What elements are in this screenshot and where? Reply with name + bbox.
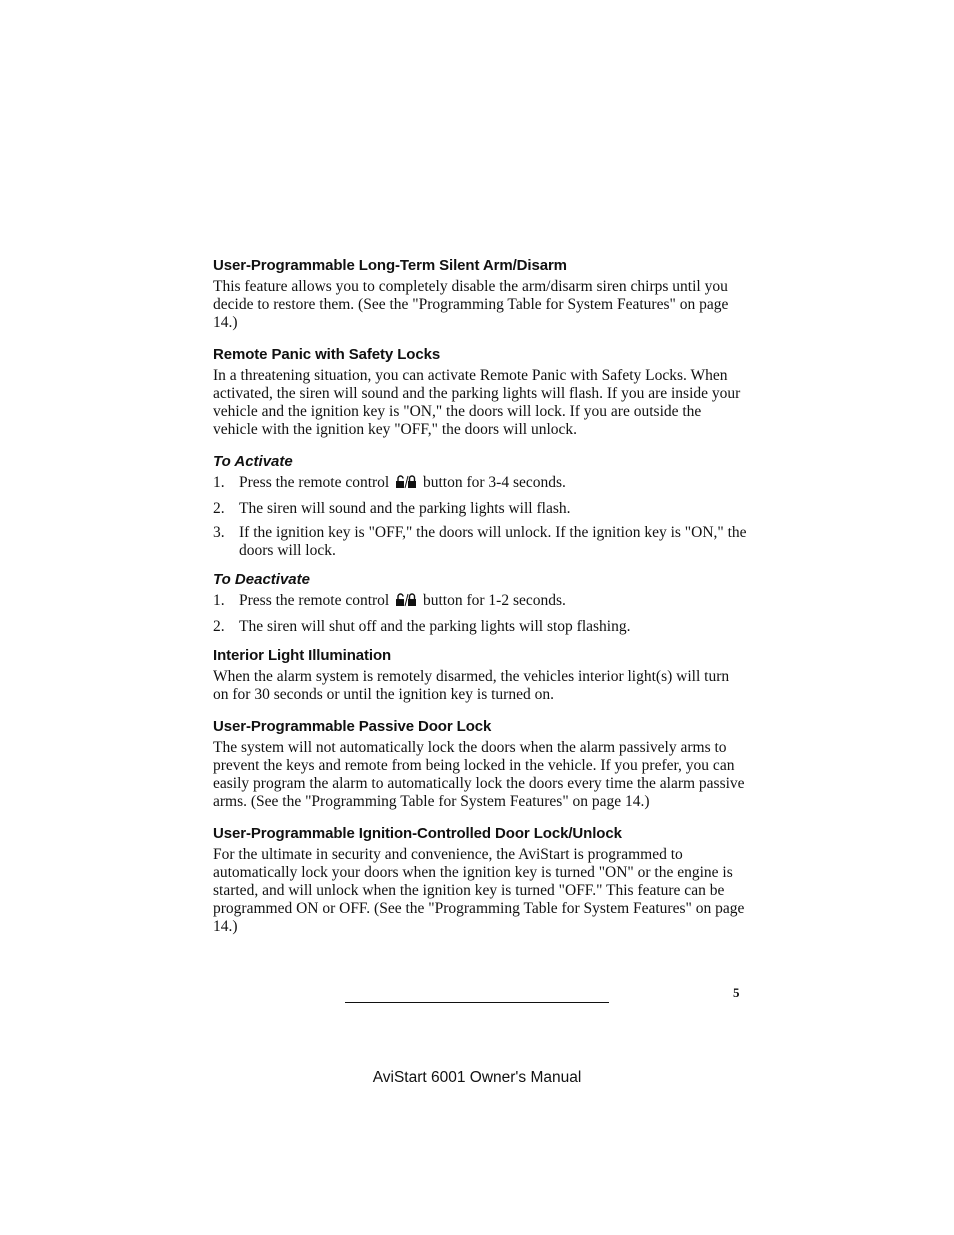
- activate-block: [213, 452, 748, 560]
- unlock-lock-icon: [395, 593, 417, 612]
- list-item: [213, 592, 748, 612]
- page-number: 5: [733, 985, 740, 1000]
- section-heading: Interior Light Illumination: [213, 647, 392, 664]
- step-text-pre: Press the remote control: [239, 474, 390, 491]
- section-passive-door-lock: [213, 717, 748, 811]
- deactivate-title: To Deactivate: [213, 571, 310, 588]
- section-remote-panic: [213, 345, 748, 439]
- list-number: 2.: [213, 618, 225, 635]
- section-body: In a threatening situation, you can activate Remote Panic with Safety Locks. When activated, the siren will sound and the parking lights will flash. If you are inside your vehicle and the ignition key is "ON," the doors will lock. If you are outside the vehicle with the ignition key "OFF," the doors will unlock.: [213, 367, 741, 438]
- section-body: The system will not automatically lock the doors when the alarm passively arms to prevent the keys and remote from being locked in the vehicle. If you prefer, you can easily program the alarm to automatically lock the doors every time the alarm passive arms. (See the "Programming Table for System Features" on page 14.): [213, 739, 745, 810]
- activate-title: To Activate: [213, 453, 293, 470]
- step-text-post: button for 1-2 seconds.: [422, 592, 566, 609]
- list-number: 2.: [213, 500, 225, 517]
- unlock-lock-icon: [395, 475, 417, 494]
- footer-title: AviStart 6001 Owner's Manual: [372, 1069, 582, 1086]
- list-number: 1.: [213, 592, 225, 609]
- section-heading: Remote Panic with Safety Locks: [213, 346, 441, 363]
- deactivate-block: [213, 570, 748, 636]
- section-body: When the alarm system is remotely disarmed, the vehicles interior light(s) will turn on for 30 seconds or until the ignition key is turned on.: [213, 668, 730, 703]
- step-text: The siren will shut off and the parking lights will stop flashing.: [239, 618, 631, 635]
- section-body: This feature allows you to completely disable the arm/disarm siren chirps until you decide to restore them. (See the "Programming Table for System Features" on page 14.): [213, 278, 729, 331]
- section-heading: User-Programmable Long-Term Silent Arm/Disarm: [213, 257, 567, 274]
- section-heading: User-Programmable Passive Door Lock: [213, 718, 492, 735]
- section-silent-arm: [213, 256, 748, 332]
- list-number: 3.: [213, 524, 225, 541]
- list-item: [213, 474, 748, 494]
- section-heading: User-Programmable Ignition-Controlled Door Lock/Unlock: [213, 825, 622, 842]
- step-text-pre: Press the remote control: [239, 592, 390, 609]
- step-text-post: button for 3-4 seconds.: [422, 474, 566, 491]
- list-item: [213, 500, 748, 518]
- page-content: [213, 256, 748, 949]
- list-number: 1.: [213, 474, 225, 491]
- step-text: The siren will sound and the parking lights will flash.: [239, 500, 571, 517]
- list-item: [213, 524, 748, 560]
- section-ignition-door-lock: [213, 824, 748, 936]
- list-item: [213, 618, 748, 636]
- step-text: If the ignition key is "OFF," the doors will unlock. If the ignition key is "ON," the doors will lock.: [239, 524, 747, 559]
- footer-divider: [345, 1002, 609, 1003]
- section-interior-light: [213, 646, 748, 704]
- section-body: For the ultimate in security and convenience, the AviStart is programmed to automatically lock your doors when the ignition key is turned "ON" or the engine is started, and will unlock when the ignition key is turned "OFF." This feature can be programmed ON or OFF. (See the "Programming Table for System Features" on page 14.): [213, 846, 745, 935]
